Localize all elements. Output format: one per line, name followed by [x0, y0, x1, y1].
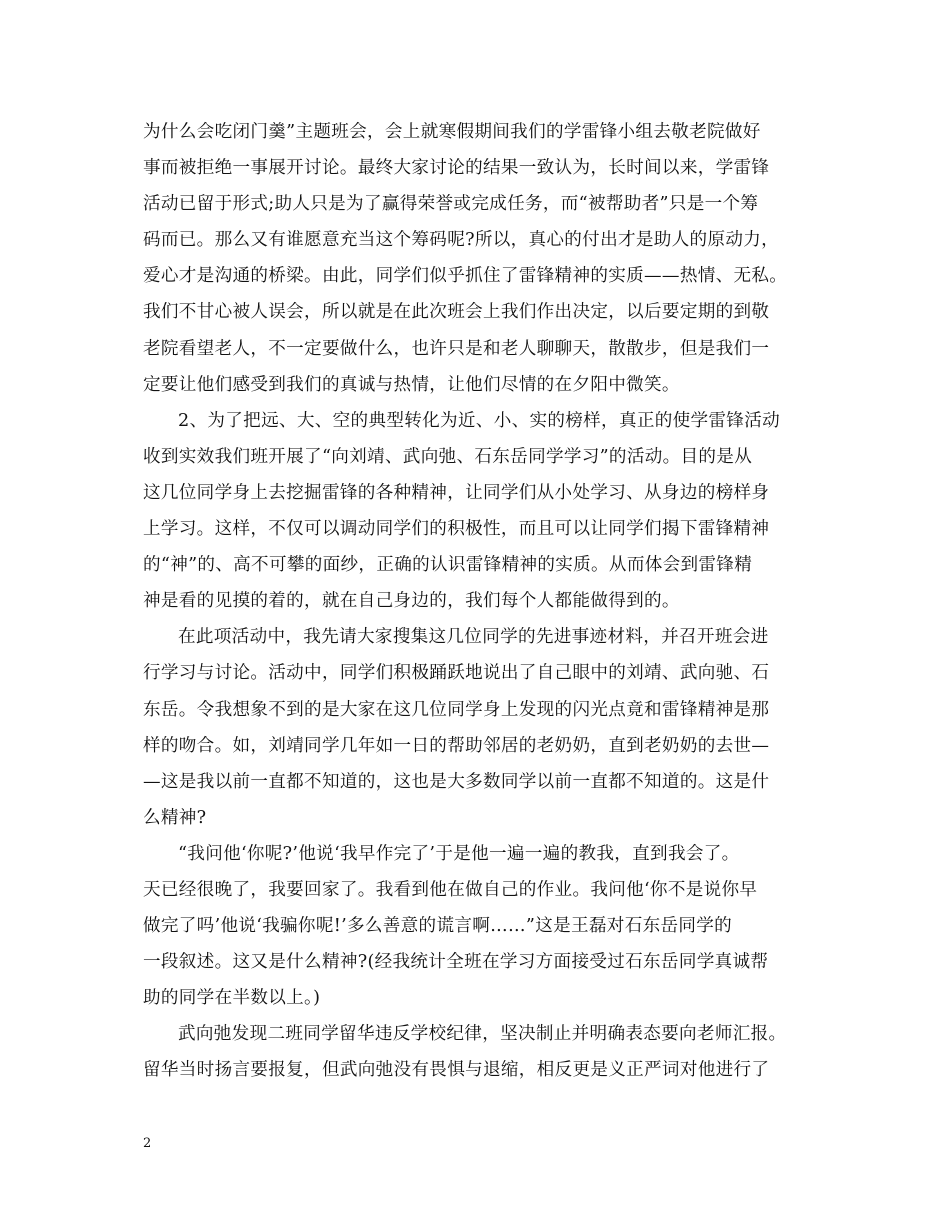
text-line: 东岳。令我想象不到的是大家在这几位同学身上发现的闪光点竟和雷锋精神是那: [143, 699, 770, 720]
text-line: “我问他‘你呢?’他说‘我早作完了’于是他一遍一遍的教我，直到我会了。: [178, 843, 740, 864]
text-line: 我们不甘心被人误会，所以就是在此次班会上我们作出决定，以后要定期的到敬: [143, 302, 770, 323]
text-line: 的“神”的、高不可攀的面纱，正确的认识雷锋精神的实质。从而体会到雷锋精: [143, 555, 753, 576]
text-line: 行学习与讨论。活动中，同学们积极踊跃地说出了自己眼中的刘靖、武向驰、石: [143, 663, 770, 684]
text-line: 么精神?: [143, 807, 207, 828]
text-line: 2、为了把远、大、空的典型转化为近、小、实的榜样，真正的使学雷锋活动: [178, 410, 780, 431]
text-line: 样的吻合。如，刘靖同学几年如一日的帮助邻居的老奶奶，直到老奶奶的去世—: [143, 735, 770, 756]
text-line: 上学习。这样，不仅可以调动同学们的积极性，而且可以让同学们揭下雷锋精神: [143, 519, 770, 540]
document-body: [143, 114, 813, 1089]
text-line: 天已经很晚了，我要回家了。我看到他在做自己的作业。我问他‘你不是说你早: [143, 879, 758, 900]
text-line: 定要让他们感受到我们的真诚与热情，让他们尽情的在夕阳中微笑。: [143, 374, 680, 395]
text-line: 老院看望老人，不一定要做什么，也许只是和老人聊聊天，散散步，但是我们一: [143, 338, 770, 359]
text-line: 助的同学在半数以上。): [143, 988, 321, 1009]
text-line: 神是看的见摸的着的，就在自己身边的，我们每个人都能做得到的。: [143, 591, 680, 612]
text-line: 收到实效我们班开展了“向刘靖、武向弛、石东岳同学学习”的活动。目的是从: [143, 446, 753, 467]
text-line: 在此项活动中，我先请大家搜集这几位同学的先进事迹材料，并召开班会进: [178, 627, 769, 648]
text-line: —这是我以前一直都不知道的，这也是大多数同学以前一直都不知道的。这是什: [143, 771, 770, 792]
text-line: 事而被拒绝一事展开讨论。最终大家讨论的结果一致认为，长时间以来，学雷锋: [143, 158, 770, 179]
text-line: 武向弛发现二班同学留华违反学校纪律，坚决制止并明确表态要向老师汇报。: [178, 1024, 787, 1045]
text-line: 一段叙述。这又是什么精神?(经我统计全班在学习方面接受过石东岳同学真诚帮: [143, 952, 769, 973]
text-line: 码而已。那么又有谁愿意充当这个筹码呢?所以，真心的付出才是助人的原动力，: [143, 230, 780, 251]
text-line: 爱心才是沟通的桥梁。由此，同学们似乎抓住了雷锋精神的实质——热情、无私。: [143, 266, 788, 287]
text-line: 做完了吗’他说‘我骗你呢!’多么善意的谎言啊……”这是王磊对石东岳同学的: [143, 916, 733, 937]
text-line: 这几位同学身上去挖掘雷锋的各种精神，让同学们从小处学习、从身边的榜样身: [143, 482, 770, 503]
text-line: 为什么会吃闭门羹”主题班会，会上就寒假期间我们的学雷锋小组去敬老院做好: [143, 122, 761, 142]
text-line: 活动已留于形式;助人只是为了赢得荣誉或完成任务，而“被帮助者”只是一个筹: [143, 194, 759, 215]
page-number: 2: [143, 1136, 152, 1151]
text-line: 留华当时扬言要报复，但武向弛没有畏惧与退缩，相反更是义正严词对他进行了: [143, 1060, 770, 1081]
